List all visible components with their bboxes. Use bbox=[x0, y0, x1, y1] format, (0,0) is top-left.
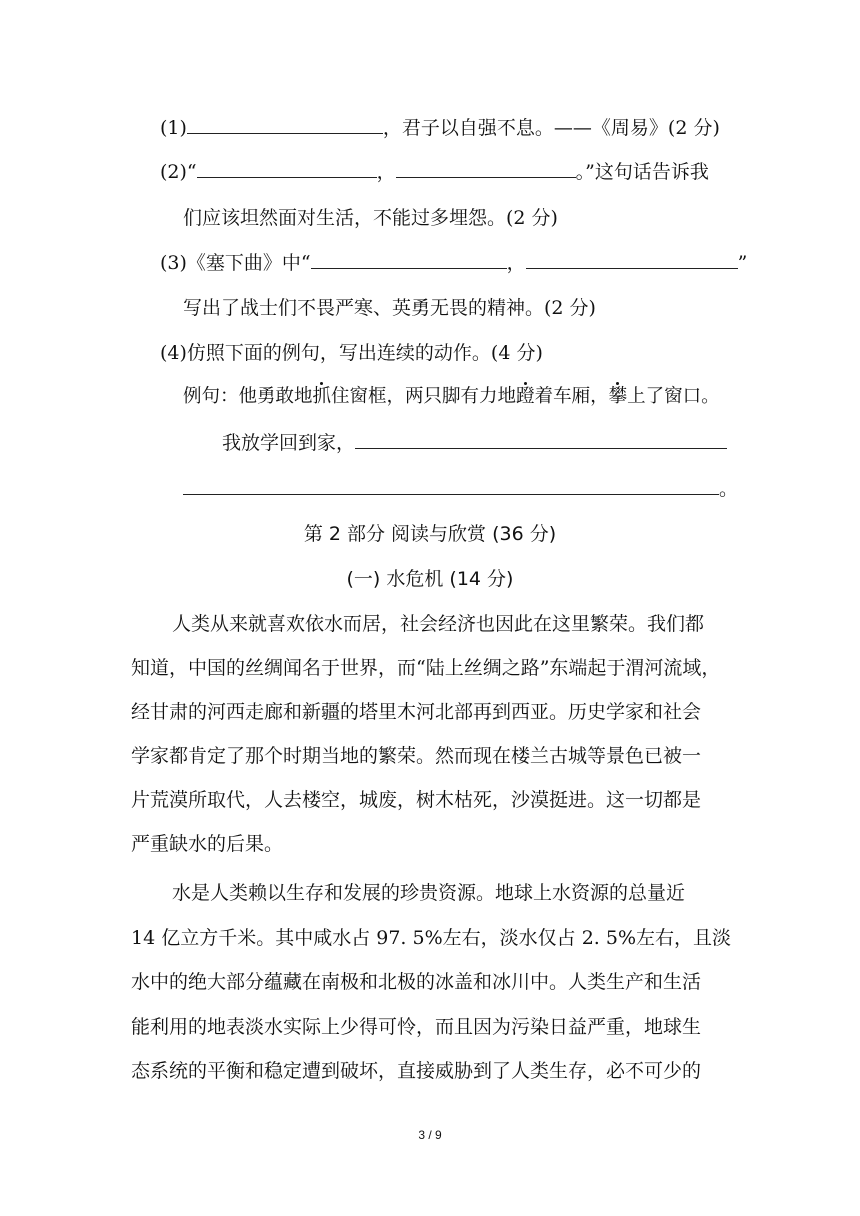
emphasis-verb: 抓 bbox=[312, 386, 332, 407]
question-3-continuation: 写出了战士们不畏严寒、英勇无畏的精神。(2 分) bbox=[183, 297, 596, 319]
emphasis-verb: 蹬 bbox=[516, 386, 535, 407]
passage-line: 知道，中国的丝绸闻名于世界，而“陆上丝绸之路”东端起于渭河流域， bbox=[131, 657, 721, 679]
answer-blank bbox=[355, 431, 727, 449]
answer-blank bbox=[396, 160, 576, 178]
answer-blank bbox=[311, 251, 507, 269]
passage-line: 14 亿立方千米。其中咸水占 97. 5%左右，淡水仅占 2. 5%左右，且淡 bbox=[131, 927, 732, 949]
part-2-title: 第 2 部分 阅读与欣赏 (36 分) bbox=[303, 523, 557, 545]
passage-line: 经甘肃的河西走廊和新疆的塔里木河北部再到西亚。历史学家和社会 bbox=[131, 701, 702, 723]
passage-line: 人类从来就喜欢依水而居，社会经济也因此在这里繁荣。我们都 bbox=[172, 613, 705, 635]
example-sentence: 例句：他勇敢地抓住窗框，两只脚有力地蹬着车厢，攀上了窗口。 bbox=[183, 386, 720, 407]
question-2: (2)“ ， 。”这句话告诉我 bbox=[160, 161, 709, 183]
passage-line: 能利用的地表淡水实际上少得可怜，而且因为污染日益严重，地球生 bbox=[131, 1016, 702, 1038]
page-number: 3 / 9 bbox=[418, 1128, 442, 1142]
question-1: (1) ，君子以自强不息。——《周易》(2 分) bbox=[160, 117, 720, 139]
answer-line-2: 。 bbox=[183, 477, 738, 501]
answer-blank bbox=[187, 116, 383, 134]
question-2-continuation: 们应该坦然面对生活，不能过多埋怨。(2 分) bbox=[183, 207, 558, 229]
passage-line: 片荒漠所取代，人去楼空，城废，树木枯死，沙漠挺进。这一切都是 bbox=[131, 789, 702, 811]
answer-line-1: 我放学回到家， bbox=[222, 431, 727, 455]
answer-blank bbox=[526, 251, 738, 269]
passage-line: 学家都肯定了那个时期当地的繁荣。然而现在楼兰古城等景色已被一 bbox=[131, 745, 702, 767]
question-3: (3)《塞下曲》中“ ， ” bbox=[160, 252, 748, 274]
passage-line: 水中的绝大部分蕴藏在南极和北极的冰盖和冰川中。人类生产和生活 bbox=[131, 971, 702, 993]
passage-line: 严重缺水的后果。 bbox=[131, 833, 284, 855]
emphasis-verb: 攀 bbox=[608, 386, 628, 407]
section-1-title: (一) 水危机 (14 分) bbox=[346, 568, 514, 590]
answer-blank bbox=[183, 477, 719, 495]
passage-line: 水是人类赖以生存和发展的珍贵资源。地球上水资源的总量近 bbox=[172, 882, 686, 904]
answer-blank bbox=[197, 160, 377, 178]
question-4: (4)仿照下面的例句，写出连续的动作。(4 分) bbox=[160, 342, 543, 364]
passage-line: 态系统的平衡和稳定遭到破坏，直接威胁到了人类生存，必不可少的 bbox=[131, 1060, 702, 1082]
